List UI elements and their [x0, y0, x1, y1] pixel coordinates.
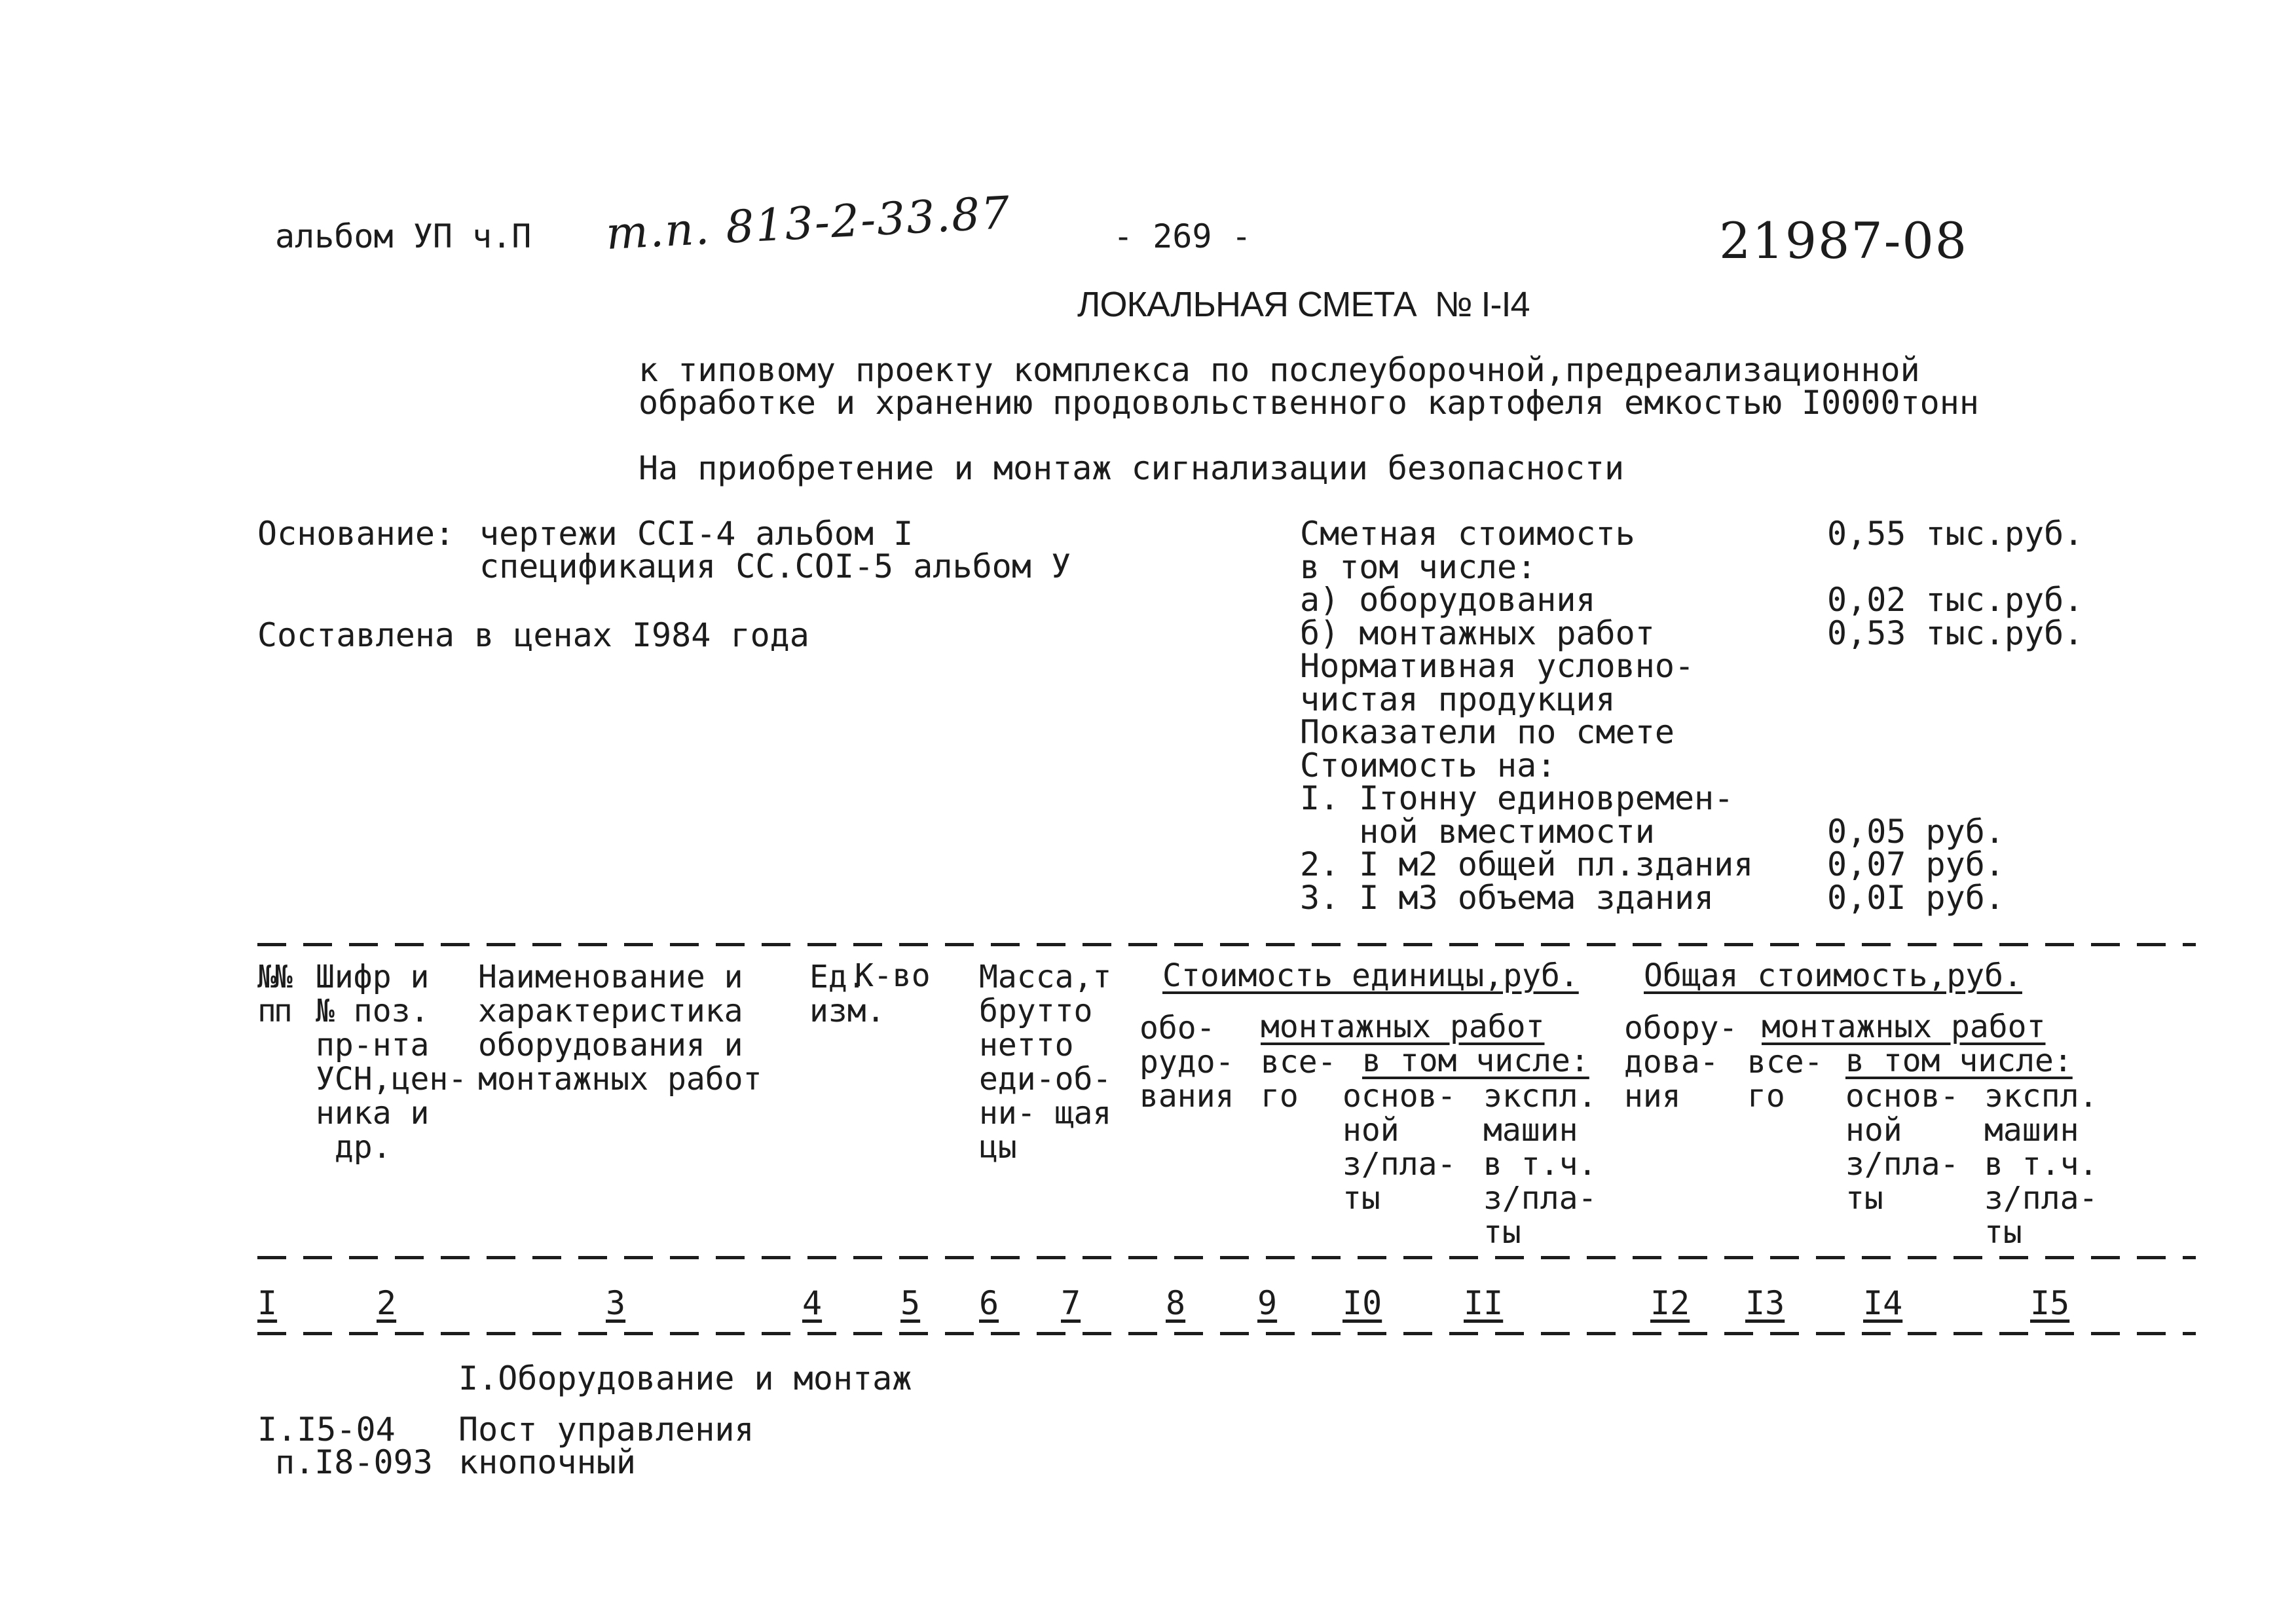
summary-label: Нормативная условно- — [1300, 647, 1695, 685]
header-unit-mounting-total: все- го — [1261, 1044, 1337, 1115]
section-title: I.Оборудование и монтаж — [458, 1359, 912, 1397]
summary-label: Показатели по смете — [1300, 713, 1675, 751]
header-col-unit: Ед. изм. — [809, 959, 885, 1029]
column-number: 4 — [802, 1284, 823, 1322]
basis-line-1: чертежи CCI-4 альбом I — [479, 515, 914, 553]
summary-value: 0,07 руб. — [1827, 845, 2005, 883]
header-total-mounting-title: монтажных работ — [1762, 1008, 2046, 1045]
column-number: I4 — [1863, 1284, 1903, 1322]
estimate-purpose: На приобретение и монтаж сигнализации безопасности — [639, 449, 1625, 487]
row-code-line-1: I.I5-04 — [257, 1411, 396, 1449]
summary-label: б) монтажных работ — [1300, 614, 1655, 652]
summary-value: 0,02 тыс.руб. — [1827, 581, 2084, 619]
summary-label: чистая продукция — [1300, 680, 1616, 718]
basis-line-2: спецификация CC.COI-5 альбом У — [479, 547, 1071, 585]
summary-label: Сметная стоимость — [1300, 515, 1635, 553]
column-number: II — [1464, 1284, 1504, 1322]
header-col-name: Наименование и характеристика оборудования и монтажных работ — [478, 959, 762, 1098]
column-number: I2 — [1650, 1284, 1690, 1322]
summary-label: Стоимость на: — [1300, 746, 1557, 784]
header-col-mass: Масса,т брутто нетто еди-об- ни- щая цы — [979, 959, 1112, 1166]
column-number: I5 — [2030, 1284, 2070, 1322]
column-number: 5 — [900, 1284, 921, 1322]
row-name-line-2: кнопочный — [458, 1443, 636, 1481]
summary-value: 0,55 тыс.руб. — [1827, 515, 2084, 553]
album-label: альбом УП ч.П — [275, 217, 532, 255]
header-unit-basic-wage: основ- ной з/пла- ты — [1342, 1078, 1456, 1217]
document-title: ЛОКАЛЬНАЯ СМЕТА № I-I4 — [1077, 285, 1530, 324]
handwritten-project-number: т.п. 813-2-33.87 — [604, 187, 1012, 261]
dashed-rule-column-numbers — [257, 1332, 2196, 1335]
column-number: 9 — [1257, 1284, 1278, 1322]
summary-value: 0,53 тыс.руб. — [1827, 614, 2084, 652]
summary-label: а) оборудования — [1300, 581, 1596, 619]
column-number: 8 — [1166, 1284, 1186, 1322]
header-total-equipment: обору- дова- ния — [1624, 1010, 1738, 1115]
page-number: - 269 - — [1113, 217, 1251, 255]
header-unit-cost-title: Стоимость единицы,руб. — [1162, 957, 1579, 994]
summary-label: 3. I м3 объема здания — [1300, 878, 1714, 917]
header-total-mounting-total: все- го — [1747, 1044, 1823, 1115]
column-number: 6 — [979, 1284, 999, 1322]
row-name-line-1: Пост управления — [458, 1411, 754, 1449]
header-unit-machines: экспл. машин в т.ч. з/пла- ты — [1483, 1078, 1597, 1251]
header-unit-in-that: в том числе: — [1362, 1043, 1589, 1079]
dashed-rule-middle — [257, 1256, 2196, 1259]
handwritten-document-code: 21987-08 — [1719, 212, 1969, 270]
dashed-rule-top — [257, 943, 2196, 946]
header-col-number: №№ пп — [257, 959, 290, 1029]
summary-value: 0,05 руб. — [1827, 812, 2005, 851]
column-number: I0 — [1342, 1284, 1382, 1322]
summary-label: 2. I м2 общей пл.здания — [1300, 845, 1754, 883]
header-col-quantity: К-во — [855, 957, 931, 994]
summary-label: в том числе: — [1300, 547, 1537, 586]
header-total-cost-title: Общая стоимость,руб. — [1644, 957, 2022, 994]
summary-value: 0,0I руб. — [1827, 878, 2005, 917]
summary-label: ной вместимости — [1300, 812, 1655, 851]
column-number: 7 — [1061, 1284, 1081, 1322]
basis-label: Основание: — [257, 515, 455, 553]
column-number: I3 — [1745, 1284, 1785, 1322]
header-total-basic-wage: основ- ной з/пла- ты — [1845, 1078, 1959, 1217]
row-code-line-2: п.I8-093 — [275, 1443, 433, 1481]
header-total-in-that: в том числе: — [1845, 1043, 2073, 1079]
summary-label: I. Iтонну единовремен- — [1300, 779, 1734, 817]
subtitle-line-1: к типовому проекту комплекса по послеуборочной,предреализационной — [639, 351, 1920, 389]
column-number: 3 — [606, 1284, 626, 1322]
column-number: 2 — [377, 1284, 397, 1322]
price-year: Составлена в ценах I984 года — [257, 616, 809, 654]
header-unit-mounting-title: монтажных работ — [1261, 1008, 1545, 1045]
header-total-machines: экспл. машин в т.ч. з/пла- ты — [1984, 1078, 2098, 1251]
column-number: I — [257, 1284, 278, 1322]
subtitle-line-2: обработке и хранению продовольственного картофеля емкостью I0000тонн — [639, 384, 1979, 422]
header-unit-equipment: обо- рудо- вания — [1139, 1010, 1234, 1115]
header-col-code: Шифр и № поз. пр-нта УСН,цен- ника и дp. — [316, 959, 468, 1166]
